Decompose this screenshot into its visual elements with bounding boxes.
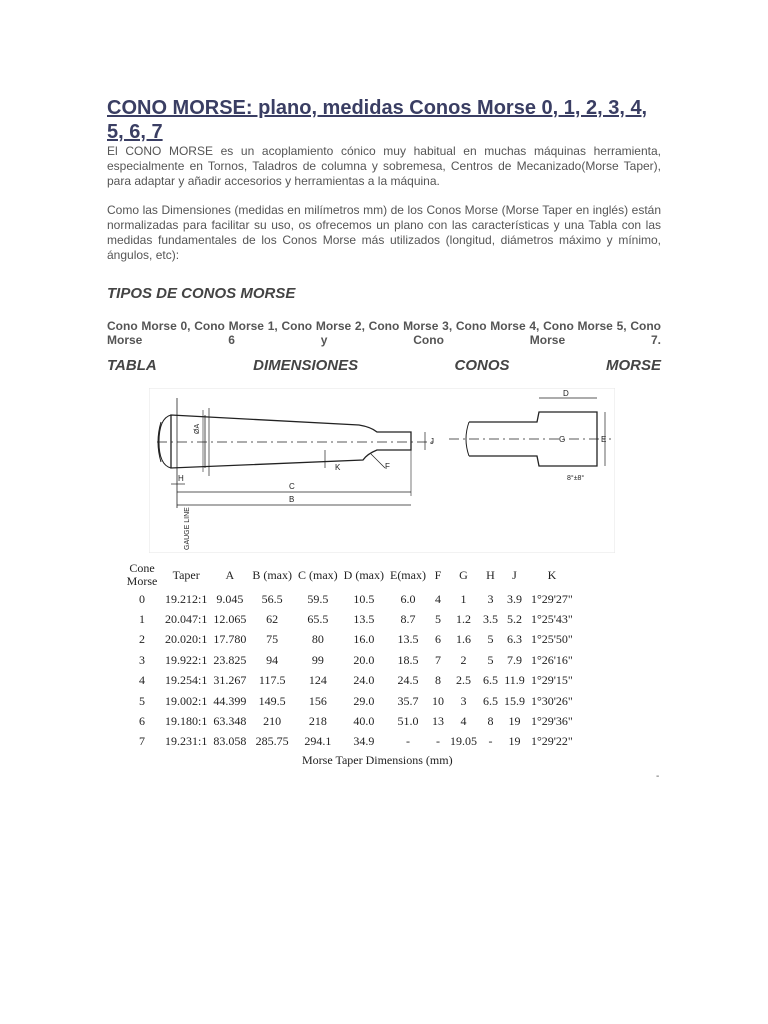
table-cell: 149.5 [258, 693, 286, 708]
table-cell: 218 [308, 714, 327, 729]
table-cell: 2.5 [455, 673, 471, 688]
table-cell: 8 [487, 714, 494, 729]
table-cell: 63.348 [213, 714, 247, 729]
table-cell: 5 [139, 693, 145, 708]
table-cell: 6.3 [506, 632, 522, 647]
table-cell: 62 [266, 612, 279, 627]
dim-label-e: E [601, 435, 607, 444]
table-cell: 19.05 [449, 734, 477, 749]
table-header-row [122, 561, 576, 589]
table-cell: 8.7 [400, 612, 416, 627]
table-cell: 20.020:1 [165, 632, 208, 647]
table-cell: 19.922:1 [165, 652, 208, 667]
dim-label-h: H [178, 474, 184, 483]
table-cell: 4 [139, 673, 145, 688]
table-cell: 59.5 [307, 591, 329, 606]
table-cell: 9.045 [216, 591, 244, 606]
table-cell: 1°29'36" [530, 714, 573, 729]
table-cell: 80 [311, 632, 324, 647]
table-cell: 5 [487, 652, 494, 667]
table-caption: Morse Taper Dimensions (mm) [302, 753, 453, 767]
column-header: C (max) [298, 567, 338, 582]
table-cell: 7 [434, 652, 441, 667]
table-cell: 5 [487, 632, 494, 647]
table-cell: 20.0 [353, 652, 375, 667]
table-cell: 23.825 [213, 652, 247, 667]
table-cell: 8 [434, 673, 441, 688]
table-cell: 3 [487, 591, 494, 606]
table-cell: 5.2 [506, 612, 522, 627]
table-row [122, 732, 576, 752]
table-cell: - [488, 734, 493, 749]
table-cell: 6.5 [482, 693, 498, 708]
table-cell: 56.5 [261, 591, 283, 606]
dim-label-a: ØA [194, 423, 201, 434]
table-cell: 1°26'16" [530, 652, 573, 667]
table-row [122, 650, 576, 670]
dim-label-k: K [335, 463, 341, 472]
table-cell: 3.5 [482, 612, 498, 627]
table-cell: 1.2 [455, 612, 471, 627]
table-row [122, 671, 576, 691]
table-cell: 51.0 [397, 714, 419, 729]
table-cell: 1°30'26" [530, 693, 573, 708]
page-title[interactable]: CONO MORSE: plano, medidas Conos Morse 0, 1, 2, 3, 4, 5, 6, 7 [107, 97, 648, 143]
dim-label-j: J [430, 437, 434, 446]
table-cell: 13 [431, 714, 444, 729]
gauge-line-label: GAUGE LINE [184, 507, 191, 550]
table-cell: 34.9 [353, 734, 375, 749]
types-paragraph: Cono Morse 0, Cono Morse 1, Cono Morse 2, Cono Morse 3, Cono Morse 4, Cono Morse 5, Cono Morse 6 y Cono Morse 7. [107, 319, 661, 347]
footer-mark: - [656, 771, 660, 782]
table-cell: 94 [266, 652, 279, 667]
table-cell: 19.180:1 [165, 714, 208, 729]
table-cell: 1 [139, 612, 145, 627]
column-header: G [459, 567, 468, 582]
table-cell: 12.065 [213, 612, 247, 627]
table-cell: - [435, 734, 440, 749]
article [107, 96, 661, 375]
table-cell: 210 [263, 714, 282, 729]
table-cell: 29.0 [353, 693, 375, 708]
table-cell: 19.002:1 [165, 693, 208, 708]
table-heading-word: DIMENSIONES [253, 357, 359, 374]
table-cell: 1°25'50" [530, 632, 573, 647]
table-cell: 7 [139, 734, 145, 749]
dim-label-g: G [559, 435, 566, 444]
table-cell: 19.254:1 [165, 673, 208, 688]
table-cell: 6.0 [400, 591, 416, 606]
table-cell: 65.5 [307, 612, 329, 627]
column-header: D (max) [343, 567, 384, 582]
table-cell: 83.058 [213, 734, 247, 749]
table-cell: 1°29'27" [530, 591, 573, 606]
table-cell: 13.5 [353, 612, 375, 627]
table-cell: 2 [460, 652, 467, 667]
table-cell: 3 [460, 693, 467, 708]
table-cell: 6.5 [482, 673, 498, 688]
column-header: Taper [172, 567, 200, 582]
table-cell: 40.0 [353, 714, 375, 729]
table-cell: 4 [434, 591, 441, 606]
table-cell: 6 [139, 714, 145, 729]
column-header: J [512, 567, 517, 582]
dim-label-c: C [289, 482, 295, 491]
table-cell: 1°29'15" [530, 673, 573, 688]
column-header: K [547, 567, 557, 582]
table-cell: 11.9 [504, 673, 525, 688]
table-cell: 20.047:1 [165, 612, 208, 627]
morse-taper-drawing [149, 388, 615, 553]
table-cell: 99 [311, 652, 324, 667]
table-heading [107, 357, 661, 375]
column-header: B (max) [252, 567, 292, 582]
dim-label-d: D [563, 389, 569, 398]
table-cell: 35.7 [397, 693, 419, 708]
table-cell: 44.399 [213, 693, 247, 708]
table-cell: 1 [460, 591, 467, 606]
table-cell: 3 [139, 652, 145, 667]
table-cell: 13.5 [397, 632, 419, 647]
dimensions-paragraph: Como las Dimensiones (medidas en milímetros mm) de los Conos Morse (Morse Taper en inglés) están normalizadas para facilitar su uso, os ofrecemos un plano con las características y una Tabla con las medidas fundamentales de los Conos Morse más utilizados (longitud, diámetros máximo y mínimo, ángulos, etc): [107, 203, 661, 262]
table-heading-word: TABLA [107, 357, 157, 374]
column-header: E(max) [389, 567, 426, 582]
table-row [122, 589, 576, 609]
table-cell: 5 [434, 612, 441, 627]
table-cell: 24.5 [397, 673, 419, 688]
column-header: A [225, 567, 235, 582]
table-cell: 17.780 [213, 632, 247, 647]
table-cell: 156 [308, 693, 327, 708]
angle-label: 8°±8° [567, 475, 585, 482]
table-cell: 0 [139, 591, 145, 606]
column-header: F [434, 567, 442, 582]
table-cell: 124 [308, 673, 327, 688]
table-cell: 19 [508, 714, 521, 729]
dim-label-b: B [289, 495, 295, 504]
dim-label-f: F [385, 462, 390, 471]
table-cell: - [405, 734, 410, 749]
table-cell: 2 [139, 632, 145, 647]
table-cell: 19.231:1 [165, 734, 208, 749]
table-heading-word: CONOS [454, 357, 510, 374]
table-cell: 6 [434, 632, 441, 647]
table-cell: 10 [431, 693, 444, 708]
table-row [122, 609, 576, 629]
table-cell: 19 [508, 734, 521, 749]
table-cell: 7.9 [506, 652, 522, 667]
table-cell: 15.9 [503, 693, 525, 708]
table-row [122, 691, 576, 711]
intro-paragraph: El CONO MORSE es un acoplamiento cónico muy habitual en muchas máquinas herramienta, especialmente en Tornos, Taladros de columna y sobremesa, Centros de Mecanizado(Morse Taper), para adaptar y añadir accesorios y herramientas a la máquina. [107, 144, 661, 188]
table-cell: 4 [460, 714, 467, 729]
table-cell: 31.267 [213, 673, 247, 688]
table-cell: 117.5 [258, 673, 286, 688]
column-header: H [486, 567, 495, 582]
column-header: Cone Morse [126, 561, 158, 588]
table-cell: 1.6 [455, 632, 471, 647]
table-cell: 294.1 [304, 734, 332, 749]
table-cell: 75 [266, 632, 279, 647]
table-heading-word: MORSE [605, 357, 661, 374]
table-cell: 3.9 [506, 591, 522, 606]
table-cell: 18.5 [397, 652, 419, 667]
table-cell: 19.212:1 [165, 591, 208, 606]
table-cell: 24.0 [353, 673, 375, 688]
table-cell: 1°25'43" [530, 612, 573, 627]
table-cell: 10.5 [353, 591, 375, 606]
section-heading: TIPOS DE CONOS MORSE [107, 285, 296, 302]
table-cell: 285.75 [255, 734, 289, 749]
table-row [122, 711, 576, 731]
table-cell: 16.0 [353, 632, 375, 647]
table-row [122, 630, 576, 650]
dimensions-table [122, 561, 576, 752]
table-cell: 1°29'22" [530, 734, 573, 749]
